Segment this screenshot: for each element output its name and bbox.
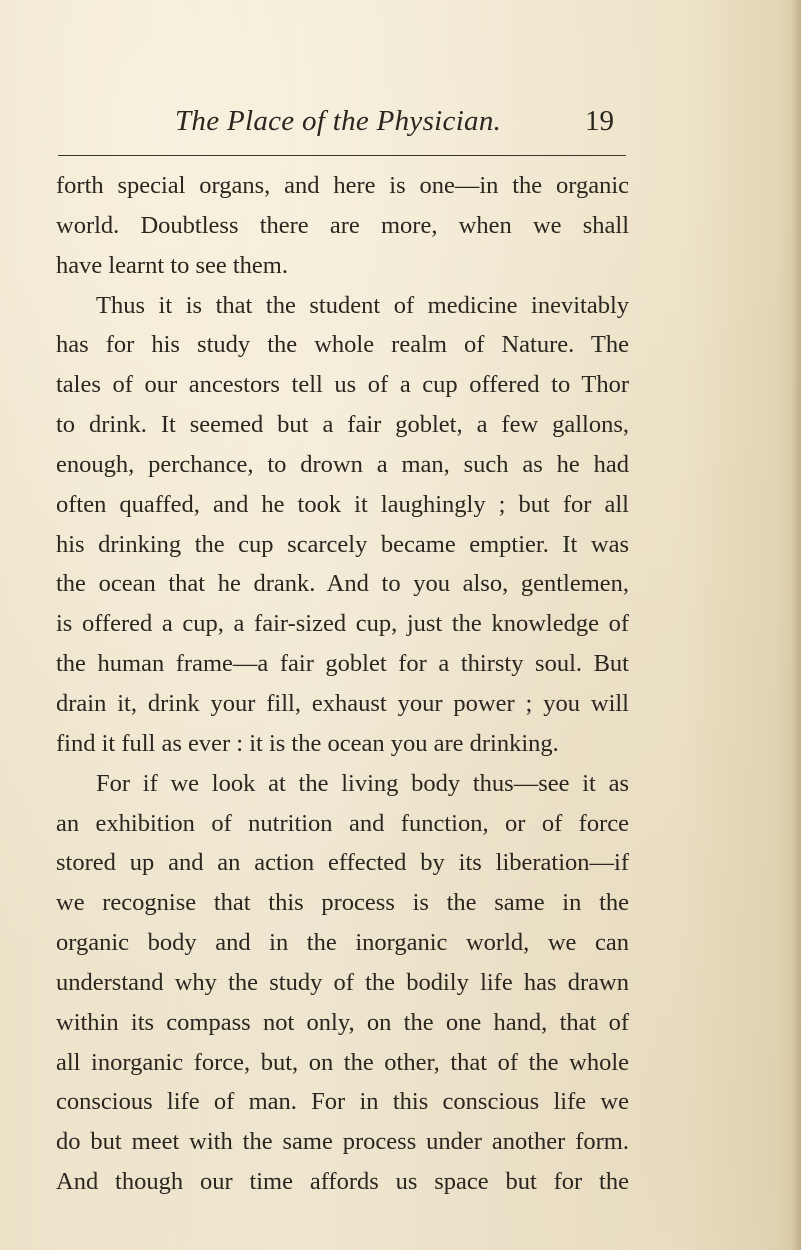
text-line: often quaffed, and he took it laughingly ; but for all <box>56 490 629 518</box>
text-line: his drinking the cup scarcely became emptier. It was <box>56 530 629 558</box>
text-line: within its compass not only, on the one hand, that of <box>56 1008 629 1036</box>
text-line: has for his study the whole realm of Nature. The <box>56 331 629 359</box>
text-line: the ocean that he drank. And to you also, gentlemen, <box>56 570 629 598</box>
text-line: conscious life of man. For in this conscious life we <box>56 1088 629 1116</box>
text-line: world. Doubtless there are more, when we shall <box>56 211 629 239</box>
text-line: understand why the study of the bodily life has drawn <box>56 968 629 996</box>
text-line: the human frame—a fair goblet for a thirsty soul. But <box>56 650 629 678</box>
text-line: organic body and in the inorganic world, we can <box>56 929 629 957</box>
body-text <box>56 166 629 1202</box>
text-line: tales of our ancestors tell us of a cup offered to Thor <box>56 371 629 399</box>
text-line: we recognise that this process is the same in the <box>56 889 629 917</box>
header-rule <box>58 155 626 156</box>
text-line: forth special organs, and here is one—in the organic <box>56 172 629 199</box>
running-head <box>60 104 640 154</box>
text-line: Thus it is that the student of medicine inevitably <box>96 291 629 319</box>
text-line: For if we look at the living body thus—see it as <box>96 769 629 797</box>
text-line: enough, perchance, to drown a man, such as he had <box>56 450 629 478</box>
text-line: to drink. It seemed but a fair goblet, a few gallons, <box>56 411 629 439</box>
text-line: an exhibition of nutrition and function, or of force <box>56 809 629 837</box>
text-line: find it full as ever : it is the ocean you are drinking. <box>56 729 559 757</box>
text-line: drain it, drink your fill, exhaust your power ; you will <box>56 689 629 717</box>
text-line: have learnt to see them. <box>56 251 288 279</box>
text-line: stored up and an action effected by its liberation—if <box>56 849 629 877</box>
text-line: And though our time affords us space but for the <box>56 1168 629 1196</box>
page-number: 19 <box>585 105 614 137</box>
running-title: The Place of the Physician. <box>175 105 502 137</box>
page-edge-shadow <box>791 0 801 1250</box>
text-line: is offered a cup, a fair-sized cup, just the knowledge of <box>56 610 629 638</box>
text-line: all inorganic force, but, on the other, that of the whole <box>56 1048 629 1076</box>
text-line: do but meet with the same process under another form. <box>56 1128 629 1156</box>
